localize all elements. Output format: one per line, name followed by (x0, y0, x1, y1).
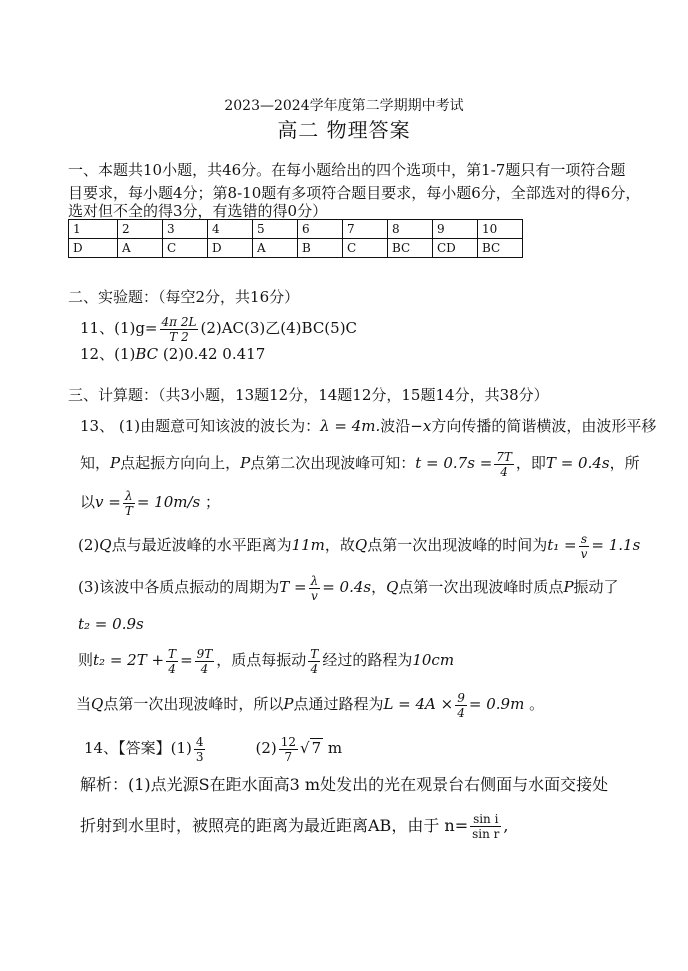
section3-heading: 三、计算题：（共3小题，13题12分，14题12分，15题14分，共38分） (68, 386, 549, 404)
q13-math: T = 0.4s (545, 454, 610, 472)
q13-math: = 10m/s (136, 493, 201, 511)
q13-math: L = 4A × (383, 695, 454, 713)
frac-num: T (168, 646, 177, 661)
q13-text: ，故 (324, 536, 355, 554)
q14-exp-text: 折射到水里时，被照亮的距离为最近距离AB，由于 n= (80, 816, 469, 835)
q13-fraction (308, 647, 320, 676)
q13-text: 以 (80, 493, 96, 511)
table-cell: A (118, 239, 163, 258)
frac-num: λ (310, 573, 319, 588)
q13-math: P (110, 454, 121, 472)
q13-math: t₂ = 0.9s (78, 615, 144, 633)
table-cell: A (253, 239, 298, 258)
q14-unit: m (323, 739, 343, 757)
q11-frac-num: 4π 2L (161, 314, 197, 329)
table-cell: 7 (343, 220, 388, 239)
q13-fraction (309, 574, 321, 603)
q13-text: 点第一次出现波峰时，所以 (103, 695, 284, 713)
frac-num: 9 (457, 690, 465, 705)
frac-den: 4 (200, 661, 209, 676)
q13-math: = 0.9m (468, 695, 525, 713)
table-cell: BC (388, 239, 433, 258)
frac-den: 4 (500, 464, 508, 479)
q13-text: ， (371, 578, 387, 596)
q13-line7 (78, 645, 454, 676)
frac-den: 3 (195, 749, 204, 764)
table-cell: BC (478, 239, 523, 258)
q13-math: t₁ = (547, 536, 577, 554)
frac-den: v (580, 546, 588, 561)
frac-num: T (310, 646, 319, 661)
frac-num: 12 (280, 734, 297, 749)
q13-line5 (78, 572, 619, 603)
q13-text: 点第一次出现波峰的时间为 (367, 536, 548, 554)
table-cell: 3 (163, 220, 208, 239)
q11-prefix: 11、(1)g= (80, 319, 158, 337)
frac-den: 7 (284, 749, 293, 764)
frac-num: 9T (196, 646, 213, 661)
frac-num: 4 (195, 734, 204, 749)
answer-table-number-row (69, 220, 523, 239)
q13-math: P (283, 695, 294, 713)
answer-table (68, 219, 523, 258)
q14-exp-end: , (503, 816, 509, 835)
subject-title: 高二 物理答案 (277, 118, 411, 142)
answer-table-answer-row (69, 239, 523, 258)
table-cell: D (208, 239, 253, 258)
table-cell: CD (433, 239, 478, 258)
q13-text: 点与最近波峰的水平距离为 (111, 536, 292, 554)
q13-math: Q (91, 695, 104, 713)
table-cell: B (298, 239, 343, 258)
q13-text: 点起振方向向上， (120, 454, 241, 472)
q13-math: −x (410, 417, 432, 435)
q12-prefix: 12、(1) (80, 345, 136, 363)
q12-rest: (2)0.42 0.417 (158, 345, 266, 363)
table-cell: C (343, 239, 388, 258)
frac-num: λ (123, 489, 135, 504)
q13-text: 点通过路程为 (293, 695, 384, 713)
frac-den: 4 (168, 661, 176, 676)
section1-line3: 选对但不全的得3分，有选错的得0分） (68, 202, 328, 220)
q13-text: 。 (524, 695, 545, 713)
q14-label: 14、【答案】(1) (84, 739, 192, 757)
q13-math: t = 0.7s = (415, 454, 493, 472)
q12-answer (80, 344, 265, 364)
q13-line6 (78, 614, 144, 634)
q13-math: 11m (291, 536, 325, 554)
q13-fraction (579, 532, 590, 561)
q11-rest: (2)AC(3)乙(4)BC(5)C (200, 319, 358, 337)
frac-den: T (124, 503, 133, 518)
q13-math: Q (386, 578, 399, 596)
table-cell: 10 (478, 220, 523, 239)
section1-line1: 一、本题共10小题，共46分。在每小题给出的四个选项中，第1-7题只有一项符合题 (68, 161, 626, 179)
q13-text: 经过的路程为 (322, 651, 413, 669)
q13-math: 10cm (412, 651, 455, 669)
q14-ans1-fraction (194, 735, 206, 764)
q13-text: ； (200, 493, 221, 511)
q11-answer (80, 313, 357, 344)
q13-text: 点第一次出现波峰时质点 (398, 578, 564, 596)
q11-frac-den: T 2 (169, 329, 189, 344)
q13-text: 知， (80, 454, 111, 472)
q13-math: Q (99, 536, 112, 554)
q11-fraction (160, 315, 199, 344)
q13-math: t₂ = 2T + (93, 651, 165, 669)
table-cell: 9 (433, 220, 478, 239)
frac-den: v (311, 588, 318, 603)
table-cell: 1 (69, 220, 118, 239)
frac-num: s (579, 532, 590, 547)
q13-text: 则 (78, 651, 94, 669)
q14-explanation-line1: 解析：(1)点光源S在距水面高3 m处发出的光在观景台右侧面与水面交接处 (80, 775, 609, 794)
table-cell: 4 (208, 220, 253, 239)
q14-radicand: 7 (311, 739, 322, 757)
q13-math: = 0.4s (322, 578, 372, 596)
q13-math: T = (279, 578, 307, 596)
q13-text: 波沿 (380, 417, 411, 435)
q13-text: 13、 (1)由题意可知该波的波长为： (80, 417, 321, 435)
q13-fraction (195, 647, 215, 676)
q12-bc: BC (135, 345, 159, 363)
q13-text: 方向传播的简谐横波，由波形平移 (431, 417, 657, 435)
frac-den: 4 (457, 705, 465, 720)
q13-line4 (78, 530, 640, 561)
q13-text: (2) (78, 536, 100, 554)
q13-text: 点第二次出现波峰可知： (250, 454, 416, 472)
table-cell: 5 (253, 220, 298, 239)
q13-text: ，即 (515, 454, 546, 472)
q14-ans2-fraction (279, 735, 298, 764)
q13-math: Q (354, 536, 368, 554)
q13-line2 (80, 448, 640, 479)
q13-fraction (166, 647, 178, 676)
q13-line1 (80, 416, 656, 436)
q13-text: 当 (76, 695, 92, 713)
q14-explanation-line2 (80, 810, 509, 842)
q13-text: ，所 (609, 454, 640, 472)
frac-den: sin r (472, 827, 500, 841)
q14-answer-line (84, 731, 342, 765)
table-cell: D (69, 239, 118, 258)
q13-math: λ = 4m. (320, 417, 381, 435)
q13-fraction (123, 489, 135, 518)
frac-num: sin i (470, 812, 501, 827)
q14-exp-fraction (470, 812, 501, 841)
exam-title: 2023—2024学年度第二学期期中考试 (224, 98, 464, 114)
q13-math: P (563, 578, 574, 596)
table-cell: 8 (388, 220, 433, 239)
section2-heading: 二、实验题：（每空2分，共16分） (68, 288, 300, 306)
q13-math: v = (95, 493, 121, 511)
q13-text: (3)该波中各质点振动的周期为 (78, 578, 280, 596)
q13-text: ，质点每振动 (216, 651, 307, 669)
frac-den: 4 (310, 661, 319, 676)
q13-math: = 1.1s (591, 536, 641, 554)
sqrt-icon: √ (300, 739, 310, 757)
table-cell: 2 (118, 220, 163, 239)
q13-line8 (76, 689, 544, 720)
table-cell: C (163, 239, 208, 258)
q14-ans2-prefix: (2) (255, 739, 277, 757)
section1-line2: 目要求，每小题4分；第8-10题有多项符合题目要求，每小题6分，全部选对的得6分， (68, 184, 641, 202)
q13-text: 振动了 (573, 578, 619, 596)
table-cell: 6 (298, 220, 343, 239)
q13-fraction (494, 450, 514, 479)
q13-math: = (180, 651, 193, 669)
q13-fraction (455, 691, 467, 720)
frac-num: 7T (496, 449, 512, 464)
q13-line3 (80, 487, 220, 518)
q13-math: P (240, 454, 251, 472)
